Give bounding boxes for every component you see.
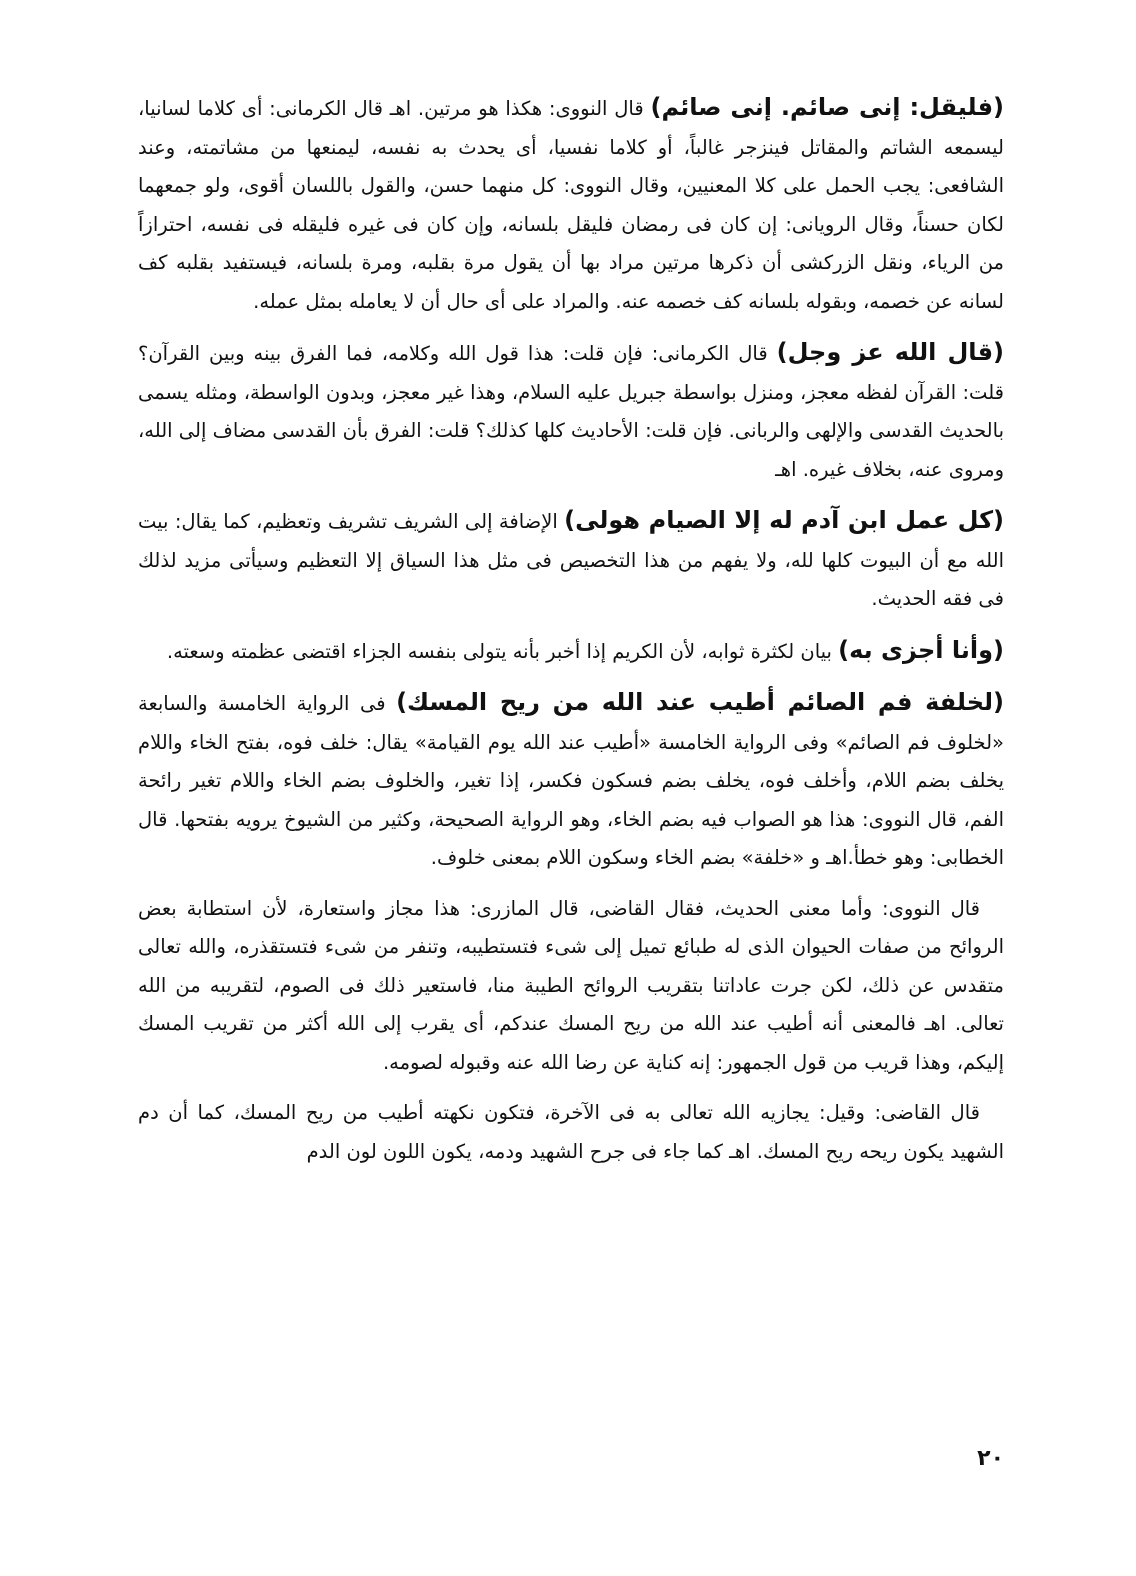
paragraph-khulfa	[138, 683, 1004, 878]
paragraph-fal-yaqul	[138, 88, 1004, 321]
paragraph-text: قال النووى: وأما معنى الحديث، فقال القاضى، قال المازرى: هذا مجاز واستعارة، لأن استطابة بعض الروائح من صفات الحيوان الذى له طبائع تميل إلى شىء فتستطيبه، وتنفر من شىء فتستقذره، والله تعالى متقدس عن ذلك، لكن جرت عاداتنا بتقريب الروائح الطيبة منا، فاستعير ذلك فى الصوم، لتقريبه من الله تعالى. اهـ فالمعنى أنه أطيب عند الله من ريح المسك عندكم، أى يقرب إلى الله أكثر من تقريب المسك إليكم، وهذا قريب من قول الجمهور: إنه كناية عن رضا الله عنه وقبوله لصومه.	[138, 896, 1004, 1074]
paragraph-nawawi-meaning	[138, 890, 1004, 1083]
paragraph-text: بيان لكثرة ثوابه، لأن الكريم إذا أخبر بأنه يتولى بنفسه الجزاء اقتضى عظمته وسعته.	[166, 639, 839, 663]
paragraph-text: قال القاضى: وقيل: يجازيه الله تعالى به فى الآخرة، فتكون نكهته أطيب من ريح المسك، كما أن دم الشهيد يكون ريحه ريح المسك. اهـ كما جاء فى جرح الشهيد ودمه، يكون اللون لون الدم	[138, 1101, 1004, 1163]
paragraph-text: قال النووى: هكذا هو مرتين. اهـ قال الكرمانى: أى كلاما لسانيا، ليسمعه الشاتم والمقاتل فينزجر غالباً، أو كلاما نفسيا، أى يحدث به نفسه، ليمنعها من مشاتمته، وعند الشافعى: يجب الحمل على كلا المعنيين، وقال النووى: كل منهما حسن، والقول باللسان أقوى، ولو جمعهما لكان حسناً، وقال الرويانى: إن كان فى رمضان فليقل بلسانه، وإن كان فى غيره فليقله فى نفسه، احترازاً من الرياء، ونقل الزركشى أن ذكرها مرتين مراد بها أن يقول مرة بقلبه، ومرة بلسانه، فيستفيد بقلبه كف لسانه عن خصمه، وبقوله بلسانه كف خصمه عنه. والمراد على أى حال أن لا يعامله بمثل عمله.	[138, 97, 1004, 313]
paragraph-heading: (كل عمل ابن آدم له إلا الصيام هولى)	[564, 506, 1005, 534]
paragraph-qadi	[138, 1094, 1004, 1171]
paragraph-heading: (فليقل: إنى صائم. إنى صائم)	[650, 93, 1005, 121]
paragraph-kull-amal	[138, 501, 1004, 619]
page-body	[138, 88, 1004, 1488]
paragraph-text: قال الكرمانى: فإن قلت: هذا قول الله وكلامه، فما الفرق بينه وبين القرآن؟ قلت: القرآن لفظه معجز، ومنزل بواسطة جبريل عليه السلام، وهذا غير معجز، وبدون الواسطة، ومثله يسمى بالحديث القدسى والإلهى والربانى. فإن قلت: الأحاديث كلها كذلك؟ قلت: الفرق بأن القدسى مضاف إلى الله، ومروى عنه، بخلاف غيره. اهـ	[138, 342, 1004, 481]
paragraph-heading: (قال الله عز وجل)	[776, 338, 1005, 366]
paragraph-text: الإضافة إلى الشريف تشريف وتعظيم، كما يقال: بيت الله مع أن البيوت كلها لله، ولا يفهم من هذا التخصيص فى مثل هذا السياق إلا التعظيم وسيأتى مزيد لذلك فى فقه الحديث.	[138, 510, 1004, 610]
paragraph-heading: (لخلفة فم الصائم أطيب عند الله من ريح المسك)	[396, 688, 1004, 716]
paragraph-qala-allah	[138, 333, 1004, 489]
page-number: ٢٠	[977, 1446, 1004, 1471]
paragraph-wa-ana-ajzi	[138, 631, 1004, 672]
paragraph-text: فى الرواية الخامسة والسابعة «لخلوف فم الصائم» وفى الرواية الخامسة «أطيب عند الله يوم القيامة» يقال: خلف فوه، بفتح الخاء واللام يخلف بضم اللام، وأخلف فوه، يخلف بضم فسكون فكسر، إذا تغير، والخلوف بضم الخاء واللام تغير رائحة الفم، قال النووى: هذا هو الصواب فيه بضم الخاء، وهو الرواية الصحيحة، وكثير من الشيوخ يرويه بفتحها. قال الخطابى: وهو خطأ.اهـ و «خلفة» بضم الخاء وسكون اللام بمعنى خلوف.	[138, 692, 1004, 869]
paragraph-heading: (وأنا أجزى به)	[838, 635, 1004, 664]
